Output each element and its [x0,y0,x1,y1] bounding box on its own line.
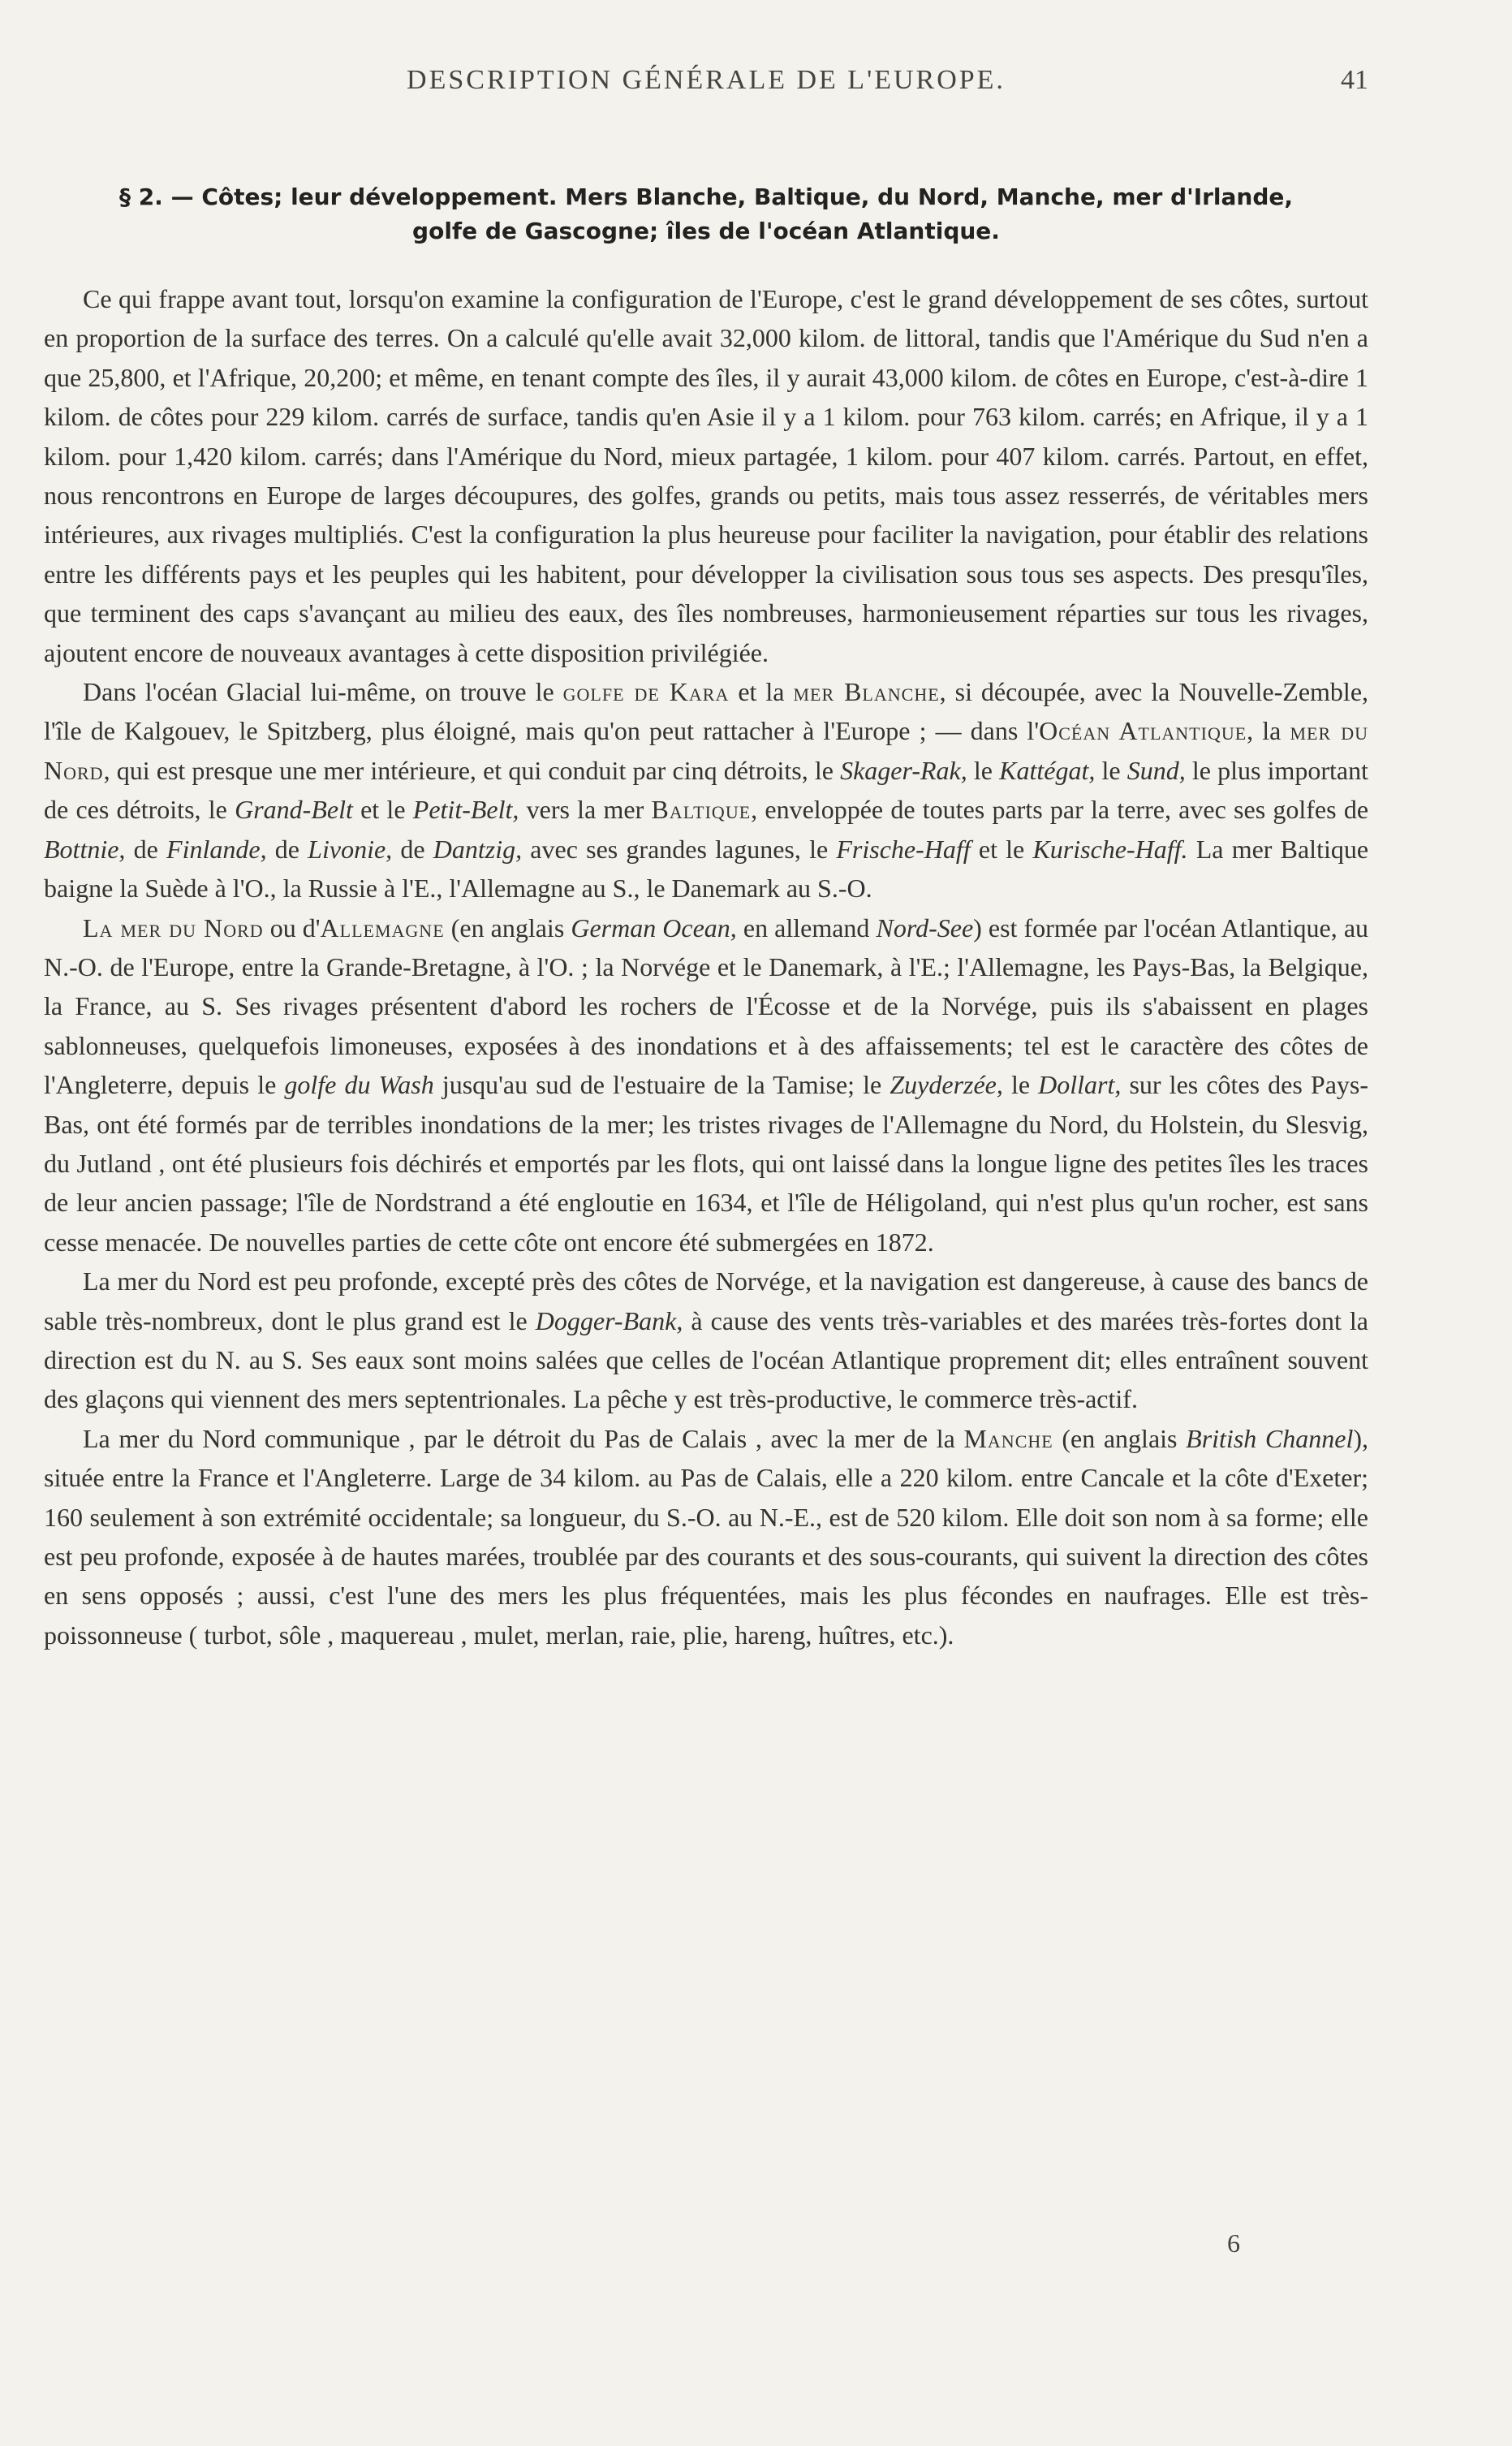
p2-text-13: de [266,834,308,864]
p2-place-ocean-atlantique: Océan Atlantique [1039,716,1247,746]
p2-text-5: , qui est presque une mer intérieure, et qui conduit par cinq détroits, le [103,755,841,785]
p3-italic-golfe-du-wash: golfe du Wash [284,1070,434,1100]
p2-text-14: de [392,834,433,864]
paragraph-1: Ce qui frappe avant tout, lorsqu'on examine la configuration de l'Europe, c'est le grand développement de ses côtes, surtout en proportion de la surface des terres. On a calculé qu'elle avait 32,000 kilom. de littoral, tandis que l'Amérique du Sud n'en a que 25,800, et l'Afrique, 20,200; et même, en tenant compte des îles, il y aurait 43,000 kilom. de côtes en Europe, c'est-à-dire 1 kilom. de côtes pour 229 kilom. carrés de surface, tandis qu'en Asie il y a 1 kilom. pour 763 kilom. carrés; en Afrique, il y a 1 kilom. pour 1,420 kilom. carrés; dans l'Amérique du Nord, mieux partagée, 1 kilom. pour 407 kilom. carrés. Partout, en effet, nous rencontrons en Europe de larges découpures, des golfes, grands ou petits, mais tous assez resserrés, de véritables mers intérieures, aux rivages multipliés. C'est la configuration la plus heureuse pour faciliter la navigation, pour établir des relations entre les différents pays et les peuples qui les habitent, pour développer la civilisation sous tous ses aspects. Des presqu'îles, que terminent des caps s'avançant au milieu des eaux, des îles nombreuses, harmonieusement réparties sur tous les rivages, ajoutent encore de nouveaux avantages à cette disposition privilégiée. [44,284,1368,667]
p3-text-1: ou d' [263,912,321,943]
p5-italic-british-channel: British Channel [1186,1423,1354,1453]
p2-italic-dantzig: Dantzig, [433,834,523,864]
p2-italic-frische-haff: Frische-Haff [836,834,971,864]
p2-text-12: de [125,834,167,864]
p2-text-9: et le [352,795,413,825]
p5-text-3: ), située entre la France et l'Angleterre. Large de 34 kilom. au Pas de Calais, elle a 220 kilom. entre Cancale et la côte d'Exeter; 160 seulement à son extrémité occidentale; sa longueur, du S.-O. au N.-E., est de 520 kilom. Elle doit son nom à sa forme; elle est peu profonde, exposée à de hautes marées, troublée par des courants et des sous-courants, qui suivent la direction des côtes en sens opposés ; aussi, c'est l'une des mers les plus fréquentées, mais les plus fécondes en naufrages. Elle est très-poissonneuse ( turbot, sôle , maquereau , mulet, merlan, raie, plie, hareng, huîtres, etc.). [44,1423,1369,1650]
p3-text-2: (en anglais [444,912,571,943]
section-heading-line-2: golfe de Gascogne; îles de l'océan Atlantique. [412,218,1000,244]
p3-italic-nord-see: Nord-See [876,912,974,943]
p2-text-16: et le [970,834,1033,864]
section-heading [44,180,1368,248]
body-text [44,279,1368,1654]
p2-place-mer-blanche: mer Blanche [793,677,940,707]
p2-italic-skager-rak: Skager-Rak, [840,755,967,785]
p2-text-15: avec ses grandes lagunes, le [522,834,837,864]
p2-text-2: et la [729,677,794,707]
p2-text-10: vers la mer [519,795,652,825]
p2-text-3: , si découpée, avec la Nouvelle-Zemble, l'île de Kalgouev, le Spitzberg, plus éloigné, mais qu'on peut rattacher à l'Europe ; — dans l' [44,677,1369,746]
p2-text-17: La mer Baltique baigne la Suède à l'O., la Russie à l'E., l'Allemagne au S., le Danemark au S.-O. [44,834,1369,904]
p2-text-1: Dans l'océan Glacial lui-même, on trouve le [83,677,563,707]
p2-italic-kurische-haff: Kurische-Haff. [1032,834,1188,864]
p2-place-golfe-de-kara: golfe de Kara [562,677,730,707]
p3-text-6: le [1002,1070,1039,1100]
p5-text-2: (en anglais [1053,1423,1187,1453]
p3-place-allemagne: Allemagne [320,912,445,943]
p3-place-mer-du-nord: La mer du Nord [83,912,264,943]
p3-text-5: jusqu'au sud de l'estuaire de la Tamise; le [433,1070,890,1100]
p2-text-7: le [1095,755,1127,785]
p3-text-3: en allemand [736,912,877,943]
p2-italic-finlande: Finlande, [166,834,267,864]
p3-italic-zuyderzee: Zuyderzée, [890,1070,1003,1100]
p2-italic-sund: Sund, [1126,755,1186,785]
page [44,65,1368,1654]
p3-text-7: sur les côtes des Pays-Bas, ont été formés par de terribles inondations de la mer; les tristes rivages de l'Allemagne du Nord, du Holstein, du Slesvig, du Jutland , ont été plusieurs fois déchirés et emportés par les flots, qui ont laissé dans la longue ligne des petites îles les traces de leur ancien passage; l'île de Nordstrand a été engloutie en 1634, et l'île de Héligoland, qui n'est plus qu'un rocher, est sans cesse menacée. De nouvelles parties de cette côte ont encore été submergées en 1872. [44,1070,1369,1257]
p4-text-2: à cause des vents très-variables et des marées très-fortes dont la direction est du N. au S. Ses eaux sont moins salées que celles de l'océan Atlantique proprement dit; elles entraînent souvent des glaçons qui viennent des mers septentrionales. La pêche y est très-productive, le commerce très-actif. [44,1305,1369,1414]
p2-place-baltique: Baltique [651,795,752,825]
p2-italic-grand-belt: Grand-Belt [235,795,353,825]
paragraph-3 [44,908,1368,1262]
p2-text-4: , la [1247,716,1290,746]
p2-italic-kattegat: Kattégat, [999,755,1096,785]
page-number: 41 [1341,65,1368,95]
paragraph-5 [44,1419,1368,1654]
p3-text-4: ) est formée par l'océan Atlantique, au N.-O. de l'Europe, entre la Grande-Bretagne, à l'O. ; la Norvége et le Danemark, à l'E.; l'Allemagne, les Pays-Bas, la Belgique, la France, au S. Ses rivages présentent d'abord les rochers de l'Écosse et de la Norvége, puis ils s'abaissent en plages sablonneuses, quelquefois limoneuses, exposées à des inondations et à des affaissements; tel est le caractère des côtes de l'Angleterre, depuis le [44,912,1369,1100]
paragraph-4 [44,1262,1368,1419]
p5-place-manche: Manche [963,1423,1053,1453]
p2-italic-bottnie: Bottnie, [44,834,126,864]
p2-place-mer-du-nord: mer du Nord [44,716,1369,785]
p3-italic-german-ocean: German Ocean, [571,912,737,943]
p4-italic-dogger-bank: Dogger-Bank, [535,1305,683,1335]
p2-text-11: , enveloppée de toutes parts par la terre, avec ses golfes de [751,795,1369,825]
p2-text-6: le [967,755,1000,785]
paragraph-2 [44,672,1368,908]
p2-text-8: le plus important de ces détroits, le [44,755,1369,825]
running-header [44,65,1368,114]
p4-text-1: La mer du Nord est peu profonde, excepté près des côtes de Norvége, et la navigation est dangereuse, à cause des bancs de sable très-nombreux, dont le plus grand est le [44,1266,1368,1335]
p2-italic-petit-belt: Petit-Belt, [412,795,519,825]
running-title: DESCRIPTION GÉNÉRALE DE L'EUROPE. [407,65,1006,95]
section-heading-line-1: § 2. — Côtes; leur développement. Mers Blanche, Baltique, du Nord, Manche, mer d'Irlande, [118,183,1294,210]
p2-italic-livonie: Livonie, [308,834,393,864]
signature-mark: 6 [1227,2228,1240,2258]
p3-italic-dollart: Dollart, [1038,1070,1122,1100]
p5-text-1: La mer du Nord communique , par le détroit du Pas de Calais , avec la mer de la [83,1423,964,1453]
